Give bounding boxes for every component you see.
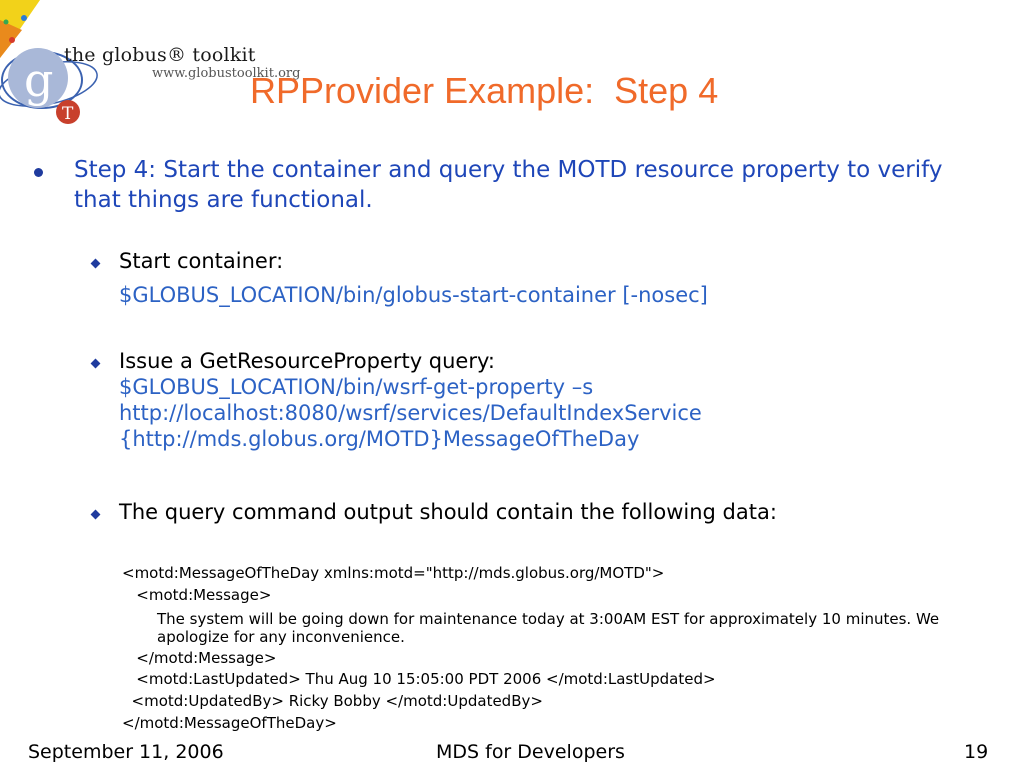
command-text: $GLOBUS_LOCATION/bin/globus-start-container [-nosec] [119,283,708,307]
xml-message-text: The system will be going down for maintenance today at 3:00AM EST for approximately 10 minutes. We apologize for any inconvenience. [157,609,940,646]
command-line: $GLOBUS_LOCATION/bin/wsrf-get-property –s [119,375,594,399]
footer-page-number: 19 [964,741,989,763]
xml-line: </motd:MessageOfTheDay> [122,713,337,732]
footer-title: MDS for Developers [436,741,625,763]
xml-line: <motd:MessageOfTheDay xmlns:motd="http://mds.globus.org/MOTD"> [122,564,665,582]
xml-output [122,563,982,735]
logo-url: www.globustoolkit.org [152,66,301,81]
main-bullet-text: Step 4: Start the container and query the MOTD resource property to verify that things are functional. [74,157,943,213]
sub-bullet-label: Issue a GetResourceProperty query: [119,349,495,373]
slide-title: RPProvider Example: Step 4 [250,70,719,111]
logo-wordmark: the globus® toolkit [64,44,256,66]
diamond-bullet-icon [91,510,101,520]
svg-text:T: T [62,104,74,124]
diamond-bullet-icon [91,359,101,369]
diamond-bullet-icon [91,259,101,269]
xml-line: <motd:LastUpdated> Thu Aug 10 15:05:00 PDT 2006 </motd:LastUpdated> [122,670,716,689]
xml-line: <motd:Message> [122,585,272,604]
footer-date: September 11, 2006 [28,741,224,763]
sub-bullet-label: The query command output should contain the following data: [119,500,777,524]
xml-line: <motd:UpdatedBy> Ricky Bobby </motd:UpdatedBy> [122,692,543,711]
command-line: http://localhost:8080/wsrf/services/DefaultIndexService [119,401,702,425]
svg-text:g: g [24,53,54,107]
sub-bullet-label: Start container: [119,249,284,273]
xml-line: </motd:Message> [122,648,277,667]
command-line: {http://mds.globus.org/MOTD}MessageOfTheDay [119,427,640,451]
bullet-dot-icon [34,168,43,177]
